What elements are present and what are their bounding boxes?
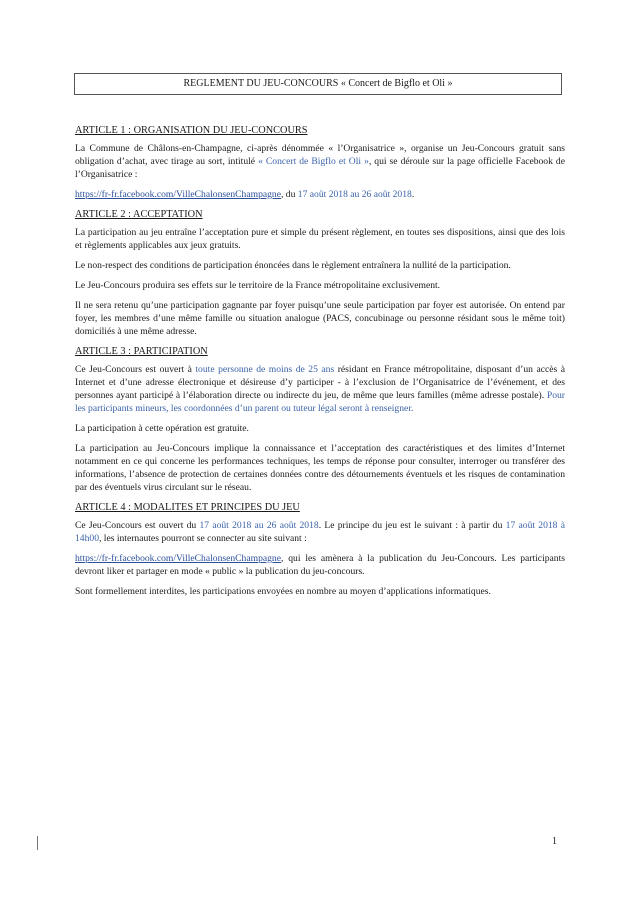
article-2-paragraph-2: Le non-respect des conditions de participation énoncées dans le règlement entraînera la nullité de la participation. — [75, 260, 511, 271]
article-1-heading: ARTICLE 1 : ORGANISATION DU JEU-CONCOURS — [75, 125, 308, 136]
article-3-heading: ARTICLE 3 : PARTICIPATION — [75, 346, 208, 357]
article-4-p2-text: , qui les amènera à la publication du Jeu-Concours. Les participants devront liker et partager en mode « public » la publication du jeu-concours. — [75, 553, 565, 577]
document-body — [75, 124, 565, 605]
article-4-paragraph-1 — [75, 519, 565, 545]
article-4-heading: ARTICLE 4 : MODALITES ET PRINCIPES DU JEU — [75, 502, 300, 513]
article-3-p1-text: Ce Jeu-Concours est ouvert à — [75, 364, 196, 375]
contest-dates: 17 août 2018 au 26 août 2018 — [297, 189, 412, 200]
article-4-p1-text: Ce Jeu-Concours est ouvert du — [75, 520, 200, 531]
article-2-paragraph-1: La participation au jeu entraîne l’acceptation pure et simple du présent règlement, en toutes ses dispositions, ainsi que des lois et règlements applicables aux jeux gratuits. — [75, 227, 565, 251]
facebook-link[interactable]: https://fr-fr.facebook.com/VilleChalonsenChampagne — [75, 189, 281, 200]
page-number: 1 — [552, 836, 557, 847]
article-1-paragraph-1 — [75, 142, 565, 181]
minors-condition: Pour les participants mineurs, les coordonnées d’un parent ou tuteur légal seront à renseigner. — [75, 390, 565, 414]
article-3-p1-mid: résidant en France métropolitaine, disposant d’un accès à Internet et d’une adresse électronique et désireuse d’y participer - à l’exclusion de l’Organisatrice de l’événement, et des personnes ayant participé à l’élaboration directe ou indirecte du jeu, de même que leurs familles (même adresse postale). — [75, 364, 565, 401]
contest-name: « Concert de Bigflo et Oli » — [258, 156, 369, 167]
document-title: REGLEMENT DU JEU-CONCOURS « Concert de Bigflo et Oli » — [74, 73, 562, 95]
margin-mark — [37, 836, 38, 850]
age-condition: toute personne de moins de 25 ans — [195, 364, 335, 375]
article-1-p2-sep: , du — [280, 189, 298, 200]
article-4-p1-end: , les internautes pourront se connecter au site suivant : — [98, 533, 307, 544]
article-1-p2-end: . — [411, 189, 415, 200]
article-1-p1-end: , qui se déroule sur la page officielle Facebook de l’Organisatrice : — [75, 156, 565, 180]
article-2-paragraph-4: Il ne sera retenu qu’une participation gagnante par foyer puisqu’une seule participation par foyer est autorisée. On entend par foyer, les membres d’une même famille ou situation analogue (PACS, concubinage ou personne résidant sous le même toit) domiciliés à une même adresse. — [75, 300, 565, 337]
open-dates: 17 août 2018 au 26 août 2018 — [199, 520, 319, 531]
start-datetime: 17 août 2018 à 14h00 — [75, 520, 565, 544]
facebook-link-2[interactable]: https://fr-fr.facebook.com/VilleChalonsenChampagne — [75, 553, 281, 564]
article-3-paragraph-2: La participation à cette opération est gratuite. — [75, 423, 249, 434]
article-1-p1-text: La Commune de Châlons-en-Champagne, ci-après dénommée « l’Organisatrice », organise un Jeu-Concours gratuit sans obligation d’achat, avec tirage au sort, intitulé — [75, 143, 565, 167]
article-4-p1-mid: . Le principe du jeu est le suivant : à partir du — [318, 520, 506, 531]
article-1-paragraph-2 — [75, 188, 565, 201]
article-2-heading: ARTICLE 2 : ACCEPTATION — [75, 209, 203, 220]
article-2-paragraph-3: Le Jeu-Concours produira ses effets sur le territoire de la France métropolitaine exclusivement. — [75, 280, 441, 291]
article-4-paragraph-3: Sont formellement interdites, les participations envoyées en nombre au moyen d’applications informatiques. — [75, 586, 491, 597]
article-4-paragraph-2 — [75, 552, 565, 578]
article-3-paragraph-3: La participation au Jeu-Concours implique la connaissance et l’acceptation des caractéristiques et des limites d’Internet notamment en ce qui concerne les performances techniques, les temps de réponse pour consulter, interroger ou transférer des informations, l’absence de protection de certaines données contre des détournements éventuels et les risques de contamination par des éventuels virus circulant sur le réseau. — [75, 443, 565, 493]
article-3-paragraph-1 — [75, 363, 565, 415]
